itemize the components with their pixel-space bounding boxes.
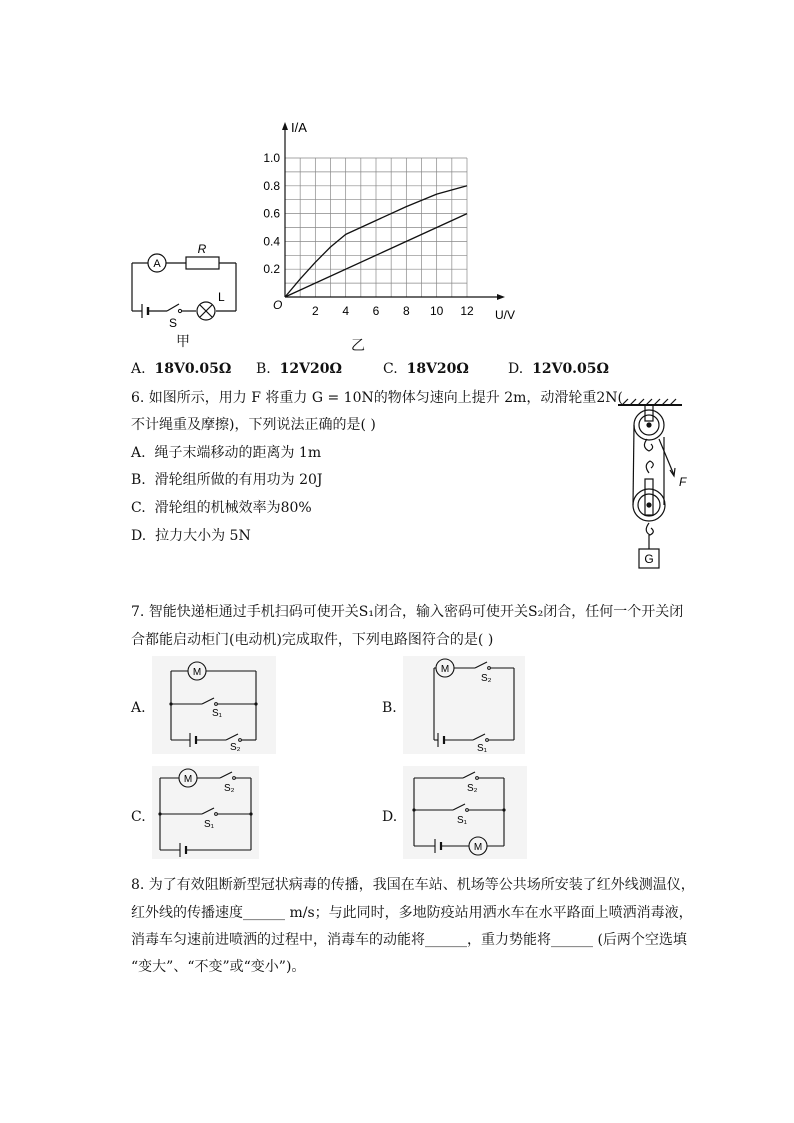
q8-line4: “变大”、“不变”或“变小”)。 — [131, 959, 306, 975]
q7-option-c-letter[interactable]: C. — [131, 809, 146, 825]
ammeter-label: A — [153, 258, 161, 270]
x-tick-label: 6 — [372, 304, 380, 318]
y-tick-label: 1.0 — [263, 151, 280, 165]
y-tick-label: 0.6 — [263, 206, 280, 221]
y-tick-label: 0.2 — [263, 262, 280, 277]
q7-option-c-circuit[interactable] — [152, 766, 259, 859]
x-tick-label: 4 — [342, 304, 350, 318]
y-axis-label: I/A — [291, 120, 307, 135]
y-axis-arrow — [282, 122, 288, 130]
s2-label: S₂ — [230, 742, 241, 753]
q6-option-c[interactable] — [131, 499, 312, 517]
y-tick-label: 0.8 — [263, 178, 280, 193]
figure-label-jia: 甲 — [176, 334, 190, 350]
option-letter: B. — [256, 361, 271, 377]
option-letter: D. — [508, 361, 524, 377]
option-letter: B. — [131, 472, 146, 488]
origin-label: O — [273, 298, 283, 312]
option-letter: A. — [131, 445, 146, 461]
q6-option-b[interactable] — [131, 471, 323, 489]
y-tick-label: 0.4 — [263, 234, 280, 249]
option-letter: A. — [131, 361, 146, 377]
q8-line2: 红外线的传播速度______ m/s；与此同时，多地防疫站用洒水车在水平路面上喷洒消毒液， — [131, 905, 693, 921]
q7-option-a-letter[interactable]: A. — [131, 700, 146, 716]
option-text: 拉力大小为 5N — [155, 528, 251, 544]
q7-stem-line1: 7. 智能快递柜通过手机扫码可使开关S₁闭合，输入密码可使开关S₂闭合，任何一个开关闭 — [131, 604, 684, 620]
option-letter: C. — [383, 361, 398, 377]
x-tick-label: 2 — [311, 304, 319, 318]
q7-option-d-letter[interactable]: D. — [382, 809, 398, 825]
lamp-label: L — [218, 290, 225, 304]
q6-stem-line1: 6. 如图所示，用力 F 将重力 G = 10N的物体匀速向上提升 2m，动滑轮重2N( — [131, 390, 624, 406]
option-letter: C. — [131, 500, 146, 516]
motor-label: M — [183, 774, 193, 785]
switch-label: S — [168, 316, 178, 330]
figure-label-yi: 乙 — [351, 338, 365, 354]
motor-label: M — [473, 842, 483, 853]
circuit-diagram-jia — [124, 236, 244, 331]
q5-option-d[interactable] — [508, 360, 609, 378]
motor-label: M — [192, 667, 202, 678]
x-tick-label: 10 — [429, 304, 444, 318]
option-text: 18V20Ω — [406, 361, 469, 377]
q8-line1: 8. 为了有效阻断新型冠状病毒的传播，我国在车站、机场等公共场所安装了红外线测温仪， — [131, 877, 695, 893]
s2-label: S₂ — [467, 783, 478, 794]
option-text: 滑轮组的机械效率为80% — [154, 500, 312, 516]
x-axis-arrow — [497, 294, 505, 300]
s2-label: S₂ — [224, 783, 235, 794]
q5-option-a[interactable] — [131, 360, 231, 378]
q6-option-a[interactable] — [131, 444, 321, 462]
s1-label: S₁ — [204, 819, 215, 830]
option-text: 18V0.05Ω — [154, 361, 232, 377]
q7-option-b-letter[interactable]: B. — [382, 700, 397, 716]
q7-stem-line2: 合都能启动柜门(电动机)完成取件，下列电路图符合的是( ) — [131, 632, 494, 648]
iu-graph — [255, 112, 530, 327]
option-text: 滑轮组所做的有用功为 20J — [154, 472, 323, 488]
q6-option-d[interactable] — [131, 527, 251, 545]
q7-option-d-circuit[interactable] — [403, 766, 527, 859]
force-label: F — [679, 475, 687, 489]
q7-option-b-circuit[interactable] — [403, 656, 525, 754]
q7-option-a-circuit[interactable] — [152, 656, 276, 754]
x-axis-label: U/V — [494, 308, 516, 322]
s2-label: S₂ — [481, 673, 492, 684]
pulley-figure — [612, 395, 702, 573]
s1-label: S₁ — [457, 815, 468, 826]
motor-label: M — [440, 664, 450, 675]
option-letter: D. — [131, 528, 147, 544]
weight-label: G — [644, 552, 654, 566]
q5-option-c[interactable] — [383, 360, 469, 378]
q5-option-b[interactable] — [256, 360, 342, 378]
x-tick-label: 12 — [460, 304, 474, 318]
s1-label: S₁ — [477, 743, 488, 754]
option-text: 12V20Ω — [279, 361, 342, 377]
option-text: 12V0.05Ω — [532, 361, 609, 377]
q8-line3: 消毒车匀速前进喷洒的过程中，消毒车的动能将______，重力势能将______ (后两个空选填 — [131, 932, 687, 948]
q6-stem-line2: 不计绳重及摩擦)，下列说法正确的是( ) — [131, 417, 376, 433]
x-tick-label: 8 — [402, 304, 410, 318]
option-text: 绳子末端移动的距离为 1m — [154, 445, 322, 461]
s1-label: S₁ — [212, 708, 223, 719]
resistor-label: R — [197, 242, 207, 256]
